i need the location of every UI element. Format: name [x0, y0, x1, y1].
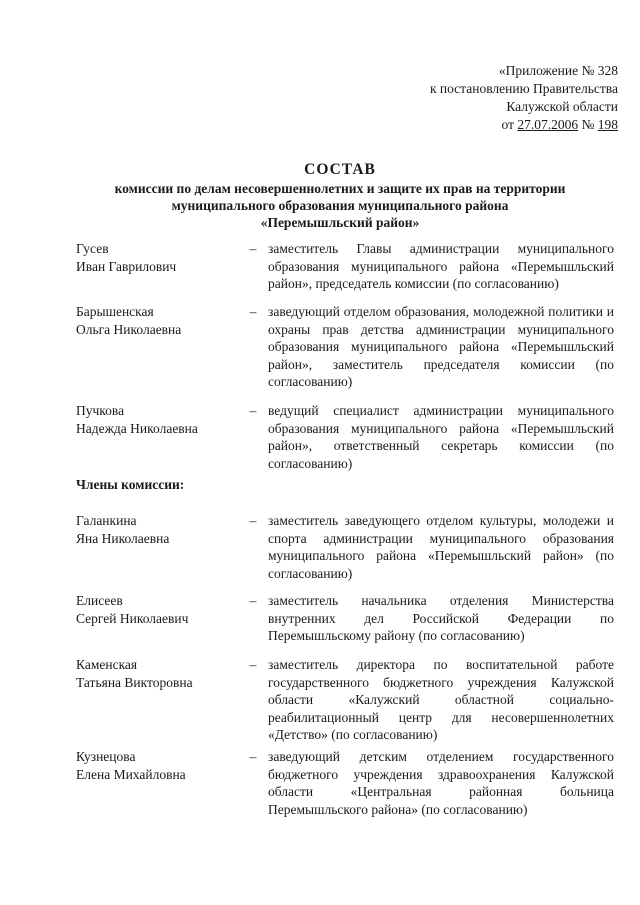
title-line-1: комиссии по делам несовершеннолетних и защите их прав на территории — [114, 181, 566, 196]
person-name — [76, 402, 246, 437]
person-given-names: Ольга Николаевна — [76, 321, 182, 337]
appendix-line-3: Калужской области — [506, 99, 618, 114]
person-given-names: Иван Гаврилович — [76, 258, 177, 274]
person-name — [76, 240, 246, 275]
appendix-number: 198 — [597, 117, 618, 132]
person-role: заведующий детским отделением государственного бюджетного учреждения здравоохранения Калужской области «Центральная районная больница Перемышльского района» (по согласованию) — [268, 749, 614, 817]
person-role: заведующий отделом образования, молодежной политики и охраны прав детства администрации муниципального образования муниципального района «Перемышльский район», заместитель председателя комиссии (по согласованию) — [268, 304, 614, 389]
entry-dash: – — [249, 657, 257, 672]
person-surname: Гусев — [76, 241, 109, 256]
appendix-note — [358, 62, 618, 134]
person-surname: Пучкова — [76, 403, 125, 418]
appendix-line-2: к постановлению Правительства — [429, 81, 618, 96]
entry-dash: – — [249, 749, 257, 764]
title-line-2: муниципального образования муниципального района — [171, 198, 509, 213]
appendix-line-1: «Приложение № 328 — [498, 63, 618, 78]
document-title — [60, 160, 620, 231]
entry-dash: – — [249, 304, 257, 319]
person-name — [76, 592, 246, 627]
person-name — [76, 512, 246, 547]
person-name — [76, 748, 246, 783]
appendix-date-prefix: от — [501, 117, 518, 132]
person-given-names: Татьяна Викторовна — [76, 674, 193, 690]
entry-dash: – — [249, 593, 257, 608]
person-role: заместитель начальника отделения Министерства внутренних дел Российской Федерации по Перемышльскому району (по согласованию) — [268, 593, 614, 643]
title-main: СОСТАВ — [304, 161, 376, 178]
person-surname: Галанкина — [76, 513, 137, 528]
person-given-names: Елена Михайловна — [76, 766, 186, 782]
appendix-number-sign: № — [578, 117, 598, 132]
person-surname: Елисеев — [76, 593, 123, 608]
person-name — [76, 303, 246, 338]
person-role: заместитель заведующего отделом культуры, молодежи и спорта администрации муниципального образования муниципального района «Перемышльский район» (по согласованию) — [268, 513, 614, 581]
entry-dash: – — [249, 241, 257, 256]
person-given-names: Яна Николаевна — [76, 530, 170, 546]
person-surname: Каменская — [76, 657, 138, 672]
entry-dash: – — [249, 513, 257, 528]
person-role: ведущий специалист администрации муниципального образования муниципального района «Перемышльский район», ответственный секретарь комиссии (по согласованию) — [268, 403, 614, 471]
appendix-line-4 — [358, 116, 618, 134]
person-given-names: Надежда Николаевна — [76, 420, 198, 436]
appendix-date: 27.07.2006 — [517, 117, 579, 132]
entry-dash: – — [249, 403, 257, 418]
title-line-3: «Перемышльский район» — [260, 215, 420, 230]
person-surname: Барышенская — [76, 304, 154, 319]
members-header: Члены комиссии: — [76, 477, 185, 492]
person-given-names: Сергей Николаевич — [76, 610, 189, 626]
person-name — [76, 656, 246, 691]
person-role: заместитель Главы администрации муниципального образования муниципального района «Перемышльский район», председатель комиссии (по согласованию) — [268, 241, 614, 291]
person-surname: Кузнецова — [76, 749, 136, 764]
person-role: заместитель директора по воспитательной работе государственного бюджетного учреждения Калужской области «Калужский областной социально-реабилитационный центр для несовершеннолетних «Детство» (по согласованию) — [268, 657, 614, 742]
